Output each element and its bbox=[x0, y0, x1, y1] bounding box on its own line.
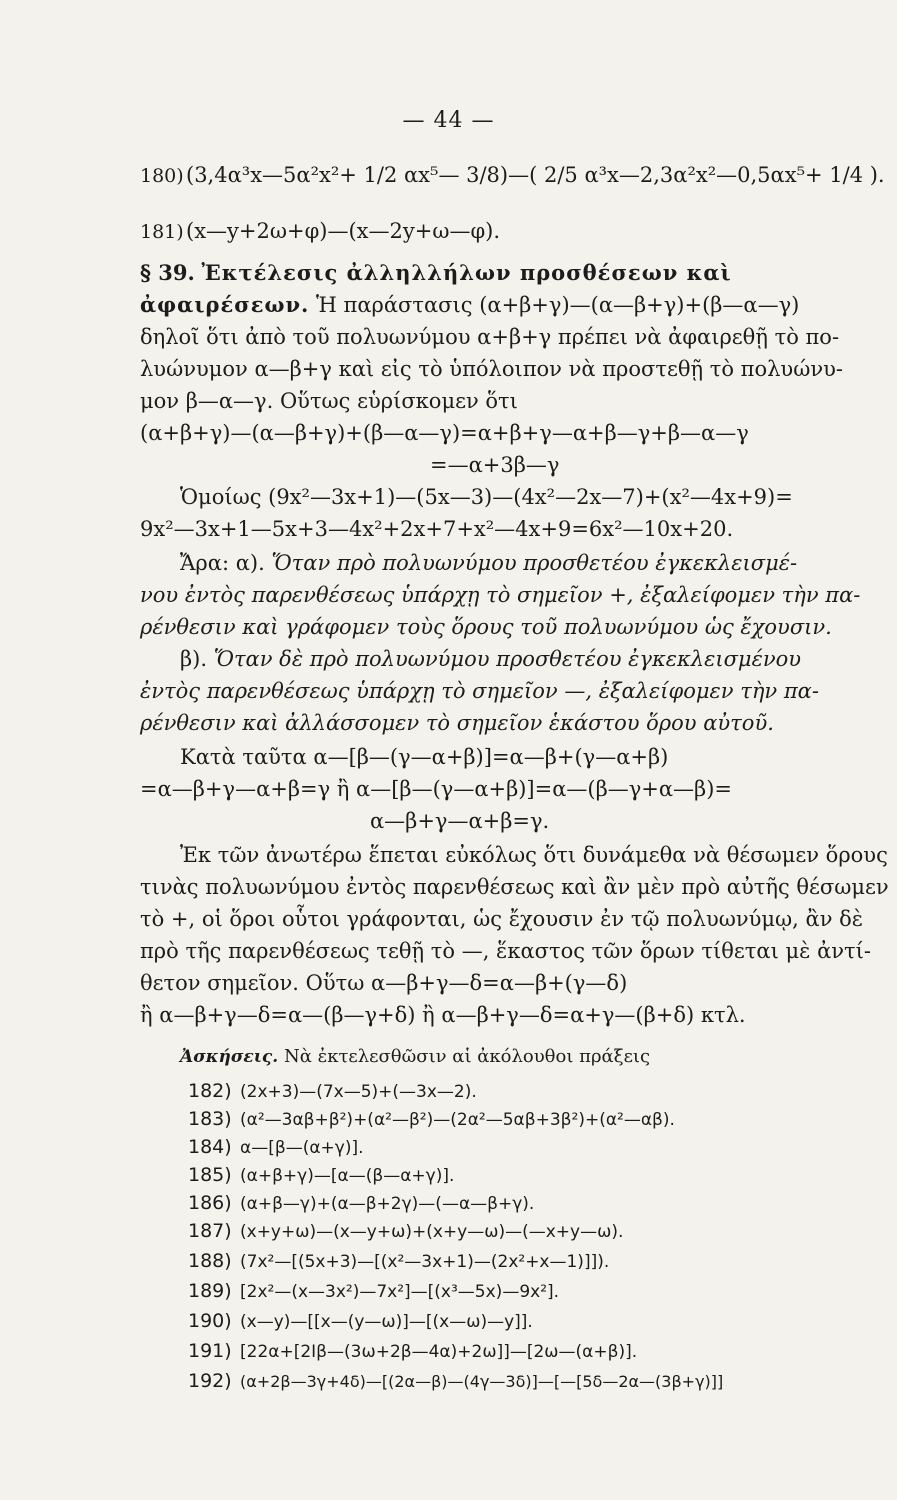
exercise-184 bbox=[188, 1132, 897, 1163]
equation-line: (α+β+γ)—(α—β+γ)+(β—α—γ)=α+β+γ—α+β—γ+β—α—γ bbox=[140, 421, 749, 445]
paragraph-line: πρὸ τῆς παρενθέσεως τεθῇ τὸ —, ἕκαστος τῶν ὅρων τίθεται μὲ ἀντί- bbox=[140, 939, 871, 963]
section-title-cont: ἀφαιρέσεων. bbox=[140, 292, 310, 317]
exercise-number: 182) bbox=[188, 1080, 232, 1102]
rule-text: νου ἐντὸς παρενθέσεως ὑπάρχῃ τὸ σημεῖον +, ἐξαλείφομεν τὴν πα- bbox=[140, 583, 861, 607]
exercise-number: 187) bbox=[188, 1220, 232, 1242]
paragraph-line: ἢ α—β+γ—δ=α—(β—γ+δ) ἢ α—β+γ—δ=α+γ—(β+δ) κτλ. bbox=[140, 1003, 746, 1027]
paragraph-line: Ἐκ τῶν ἀνωτέρω ἕπεται εὐκόλως ὅτι δυνάμεθα νὰ θέσωμεν ὅρους bbox=[180, 843, 888, 867]
section-title: Ἐκτέλεσις ἀλληλλήλων προσθέσεων καὶ bbox=[201, 260, 732, 285]
rule-text: ρένθεσιν καὶ γράφομεν τοὺς ὅρους τοῦ πολυωνύμου ὡς ἔχουσιν. bbox=[140, 615, 832, 639]
exercise-192 bbox=[188, 1366, 897, 1397]
exercise-number: 190) bbox=[188, 1310, 232, 1332]
page-number: — 44 — bbox=[402, 108, 495, 133]
exercise-expression: (α+2β—3γ+4δ)—[(2α—β)—(4γ—3δ)]—[—[5δ—2α—(3β+γ)]] bbox=[240, 1372, 724, 1391]
equation-line: Ὁμοίως (9x²—3x+1)—(5x—3)—(4x²—2x—7)+(x²—4x+9)= bbox=[180, 485, 793, 509]
rule-text: ἐντὸς παρενθέσεως ὑπάρχῃ τὸ σημεῖον —, ἐξαλείφομεν τὴν πα- bbox=[140, 679, 819, 703]
exercises-intro: Νὰ ἐκτελεσθῶσιν αἱ ἀκόλουθοι πράξεις bbox=[283, 1046, 651, 1067]
exercise-expression: (x+y+ω)—(x—y+ω)+(x+y—ω)—(—x+y—ω). bbox=[240, 1222, 624, 1242]
derivation-line: Κατὰ ταῦτα α—[β—(γ—α+β)]=α—β+(γ—α+β) bbox=[180, 745, 669, 769]
exercise-180 bbox=[140, 160, 885, 191]
rule-b bbox=[140, 644, 897, 674]
exercise-expression: (x—y)—[[x—(y—ω)]—[(x—ω)—y]]. bbox=[240, 1312, 533, 1332]
exercise-182 bbox=[188, 1076, 897, 1107]
exercises-heading: Ἀσκήσεις. bbox=[180, 1047, 279, 1067]
text-line: δηλοῖ ὅτι ἀπὸ τοῦ πολυωνύμου α+β+γ πρέπει νὰ ἀφαιρεθῇ τὸ πο- bbox=[140, 325, 840, 349]
exercise-number: 185) bbox=[188, 1164, 232, 1186]
exercise-191 bbox=[188, 1336, 897, 1367]
exercise-181 bbox=[140, 216, 880, 247]
section-number: § 39. bbox=[140, 260, 195, 285]
exercise-expression: (α²—3αβ+β²)+(α²—β²)—(2α²—5αβ+3β²)+(α²—αβ). bbox=[240, 1110, 675, 1130]
rule-a bbox=[140, 548, 897, 578]
exercise-number: 192) bbox=[188, 1370, 232, 1392]
exercise-expression: [2x²—(x—3x²)—7x²]—[(x³—5x)—9x²]. bbox=[240, 1282, 560, 1302]
exercise-number: 188) bbox=[188, 1250, 232, 1272]
paragraph-line: θετον σημεῖον. Οὕτω α—β+γ—δ=α—β+(γ—δ) bbox=[140, 971, 628, 995]
exercise-expression: (2x+3)—(7x—5)+(—3x—2). bbox=[240, 1082, 477, 1102]
exercise-190 bbox=[188, 1306, 897, 1337]
exercise-187 bbox=[188, 1216, 897, 1247]
equation-line: =—α+3β—γ bbox=[430, 453, 560, 477]
exercise-expression: α—[β—(α+γ)]. bbox=[240, 1138, 364, 1158]
rule-text: Ὅταν δὲ πρὸ πολυωνύμου προσθετέου ἐγκεκλεισμένου bbox=[213, 647, 802, 671]
exercise-number: 186) bbox=[188, 1192, 232, 1214]
text-line: μον β—α—γ. Οὕτως εὑρίσκομεν ὅτι bbox=[140, 389, 518, 413]
exercise-189 bbox=[188, 1276, 897, 1307]
paragraph-line: τινὰς πολυωνύμου ἐντὸς παρενθέσεως καὶ ἂν μὲν πρὸ αὐτῆς θέσωμεν bbox=[140, 875, 889, 899]
exercise-number: 183) bbox=[188, 1108, 232, 1130]
exercise-number: 189) bbox=[188, 1280, 232, 1302]
exercise-expression: (3,4α³x—5α²x²+ 1/2 αx⁵— 3/8)—( 2/5 α³x—2,3α²x²—0,5αx⁵+ 1/4 ). bbox=[186, 163, 885, 187]
section-heading bbox=[140, 258, 880, 288]
paragraph-line: τὸ +, οἱ ὅροι οὗτοι γράφονται, ὡς ἔχουσιν ἐν τῷ πολυωνύμῳ, ἂν δὲ bbox=[140, 907, 864, 931]
exercise-expression: [22α+[2Iβ—(3ω+2β—4α)+2ω]]—[2ω—(α+β)]. bbox=[240, 1342, 638, 1362]
exercise-number: 191) bbox=[188, 1340, 232, 1362]
exercise-number: 184) bbox=[188, 1136, 232, 1158]
exercise-186 bbox=[188, 1188, 897, 1219]
section-line-1 bbox=[140, 290, 880, 320]
derivation-line: α—β+γ—α+β=γ. bbox=[370, 809, 550, 833]
exercise-expression: (α+β+γ)—[α—(β—α+γ)]. bbox=[240, 1166, 455, 1186]
text-line: λυώνυμον α—β+γ καὶ εἰς τὸ ὑπόλοιπον νὰ προστεθῇ τὸ πολυώνυ- bbox=[140, 357, 843, 381]
text-line: Ἡ παράστασις (α+β+γ)—(α—β+γ)+(β—α—γ) bbox=[316, 293, 800, 317]
exercise-expression: (7x²—[(5x+3)—[(x²—3x+1)—(2x²+x—1)]]). bbox=[240, 1252, 610, 1272]
derivation-line: =α—β+γ—α+β=γ ἢ α—[β—(γ—α+β)]=α—(β—γ+α—β)= bbox=[140, 777, 732, 801]
rule-label: β). bbox=[180, 647, 208, 671]
rule-intro: Ἄρα: α). bbox=[180, 551, 265, 575]
exercise-185 bbox=[188, 1160, 897, 1191]
exercise-188 bbox=[188, 1246, 897, 1277]
rule-text: ρένθεσιν καὶ ἀλλάσσομεν τὸ σημεῖον ἑκάστου ὅρου αὐτοῦ. bbox=[140, 711, 774, 735]
exercise-number: 180) bbox=[140, 165, 184, 187]
exercise-expression: (x—y+2ω+φ)—(x—2y+ω—φ). bbox=[186, 219, 501, 243]
rule-text: Ὅταν πρὸ πολυωνύμου προσθετέου ἐγκεκλεισμέ- bbox=[271, 551, 798, 575]
exercise-expression: (α+β—γ)+(α—β+2γ)—(—α—β+γ). bbox=[240, 1194, 535, 1214]
equation-line: 9x²—3x+1—5x+3—4x²+2x+7+x²—4x+9=6x²—10x+20. bbox=[140, 517, 734, 541]
exercise-number: 181) bbox=[140, 221, 184, 243]
exercise-183 bbox=[188, 1104, 897, 1135]
exercises-heading-line bbox=[140, 1042, 897, 1072]
